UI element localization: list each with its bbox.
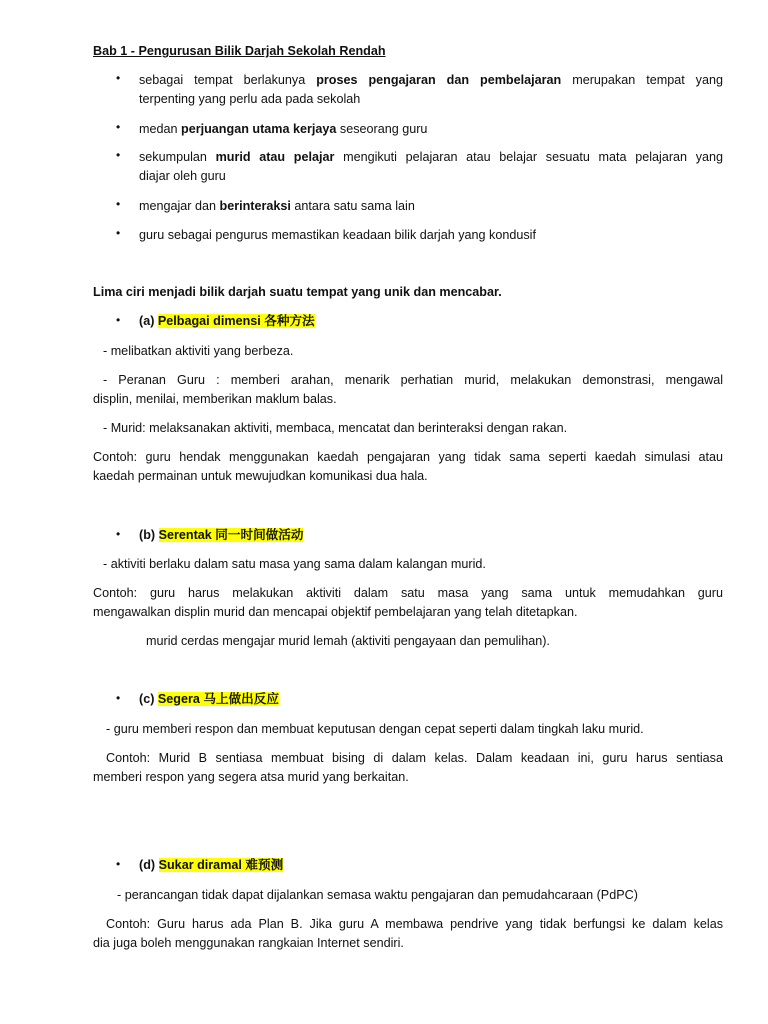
list-item-continuation: diajar oleh guru: [139, 169, 226, 183]
text-line: - perancangan tidak dapat dijalankan semasa waktu pengajaran dan pemudahcaraan (PdPC): [117, 888, 638, 902]
bullet-icon: •: [116, 527, 121, 541]
text-line: memberi respon yang segera atsa murid yang berkaitan.: [93, 770, 409, 784]
bullet-icon: •: [116, 226, 121, 240]
list-item: medan perjuangan utama kerjaya seseorang guru: [139, 122, 428, 136]
section-d-heading: (d) Sukar diramal 难预测: [139, 858, 284, 872]
highlight: Serentak 同一时间做活动: [158, 528, 304, 542]
section-heading: Lima ciri menjadi bilik darjah suatu tempat yang unik dan mencabar.: [93, 285, 502, 299]
section-a-heading: (a) Pelbagai dimensi 各种方法: [139, 314, 315, 328]
section-b-heading: (b) Serentak 同一时间做活动: [139, 528, 304, 542]
text-line: murid cerdas mengajar murid lemah (aktiviti pengayaan dan pemulihan).: [146, 634, 550, 648]
section-c-heading: (c) Segera 马上做出反应: [139, 692, 279, 706]
list-item: sebagai tempat berlakunya proses pengajaran dan pembelajaran merupakan tempat yang: [139, 73, 723, 87]
text-line: - Murid: melaksanakan aktiviti, membaca, mencatat dan berinteraksi dengan rakan.: [103, 421, 568, 435]
highlight: Segera 马上做出反应: [157, 692, 279, 706]
text-line: displin, menilai, memberikan maklum balas.: [93, 392, 337, 406]
bullet-icon: •: [116, 691, 121, 705]
document-title: Bab 1 - Pengurusan Bilik Darjah Sekolah Rendah: [93, 44, 386, 58]
highlight: Sukar diramal 难预测: [158, 858, 284, 872]
text-line: - aktiviti berlaku dalam satu masa yang sama dalam kalangan murid.: [103, 557, 486, 571]
bullet-icon: •: [116, 313, 121, 327]
bullet-icon: •: [116, 857, 121, 871]
text-line: Contoh: guru hendak menggunakan kaedah pengajaran yang tidak sama seperti kaedah simulasi atau: [93, 450, 723, 464]
text-line: - Peranan Guru : memberi arahan, menarik perhatian murid, melakukan demonstrasi, mengawal: [103, 373, 723, 387]
text-line: Contoh: Murid B sentiasa membuat bising di dalam kelas. Dalam keadaan ini, guru harus sentiasa: [106, 751, 723, 765]
bullet-icon: •: [116, 71, 121, 85]
list-item-continuation: terpenting yang perlu ada pada sekolah: [139, 92, 361, 106]
bullet-icon: •: [116, 197, 121, 211]
text-line: dia juga boleh menggunakan rangkaian Internet sendiri.: [93, 936, 404, 950]
text-line: Contoh: Guru harus ada Plan B. Jika guru A membawa pendrive yang tidak berfungsi ke dalam kelas: [106, 917, 723, 931]
highlight: Pelbagai dimensi 各种方法: [157, 314, 315, 328]
text-line: Contoh: guru harus melakukan aktiviti dalam satu masa yang sama untuk memudahkan guru: [93, 586, 723, 600]
text-line: mengawalkan displin murid dan mencapai objektif pembelajaran yang telah ditetapkan.: [93, 605, 578, 619]
text-line: - guru memberi respon dan membuat keputusan dengan cepat seperti dalam tingkah laku murid.: [106, 722, 644, 736]
bullet-icon: •: [116, 148, 121, 162]
list-item: guru sebagai pengurus memastikan keadaan bilik darjah yang kondusif: [139, 228, 536, 242]
bullet-icon: •: [116, 120, 121, 134]
text-line: - melibatkan aktiviti yang berbeza.: [103, 344, 294, 358]
list-item: sekumpulan murid atau pelajar mengikuti pelajaran atau belajar sesuatu mata pelajaran yang: [139, 150, 723, 164]
text-line: kaedah permainan untuk mewujudkan komunikasi dua hala.: [93, 469, 428, 483]
list-item: mengajar dan berinteraksi antara satu sama lain: [139, 199, 415, 213]
